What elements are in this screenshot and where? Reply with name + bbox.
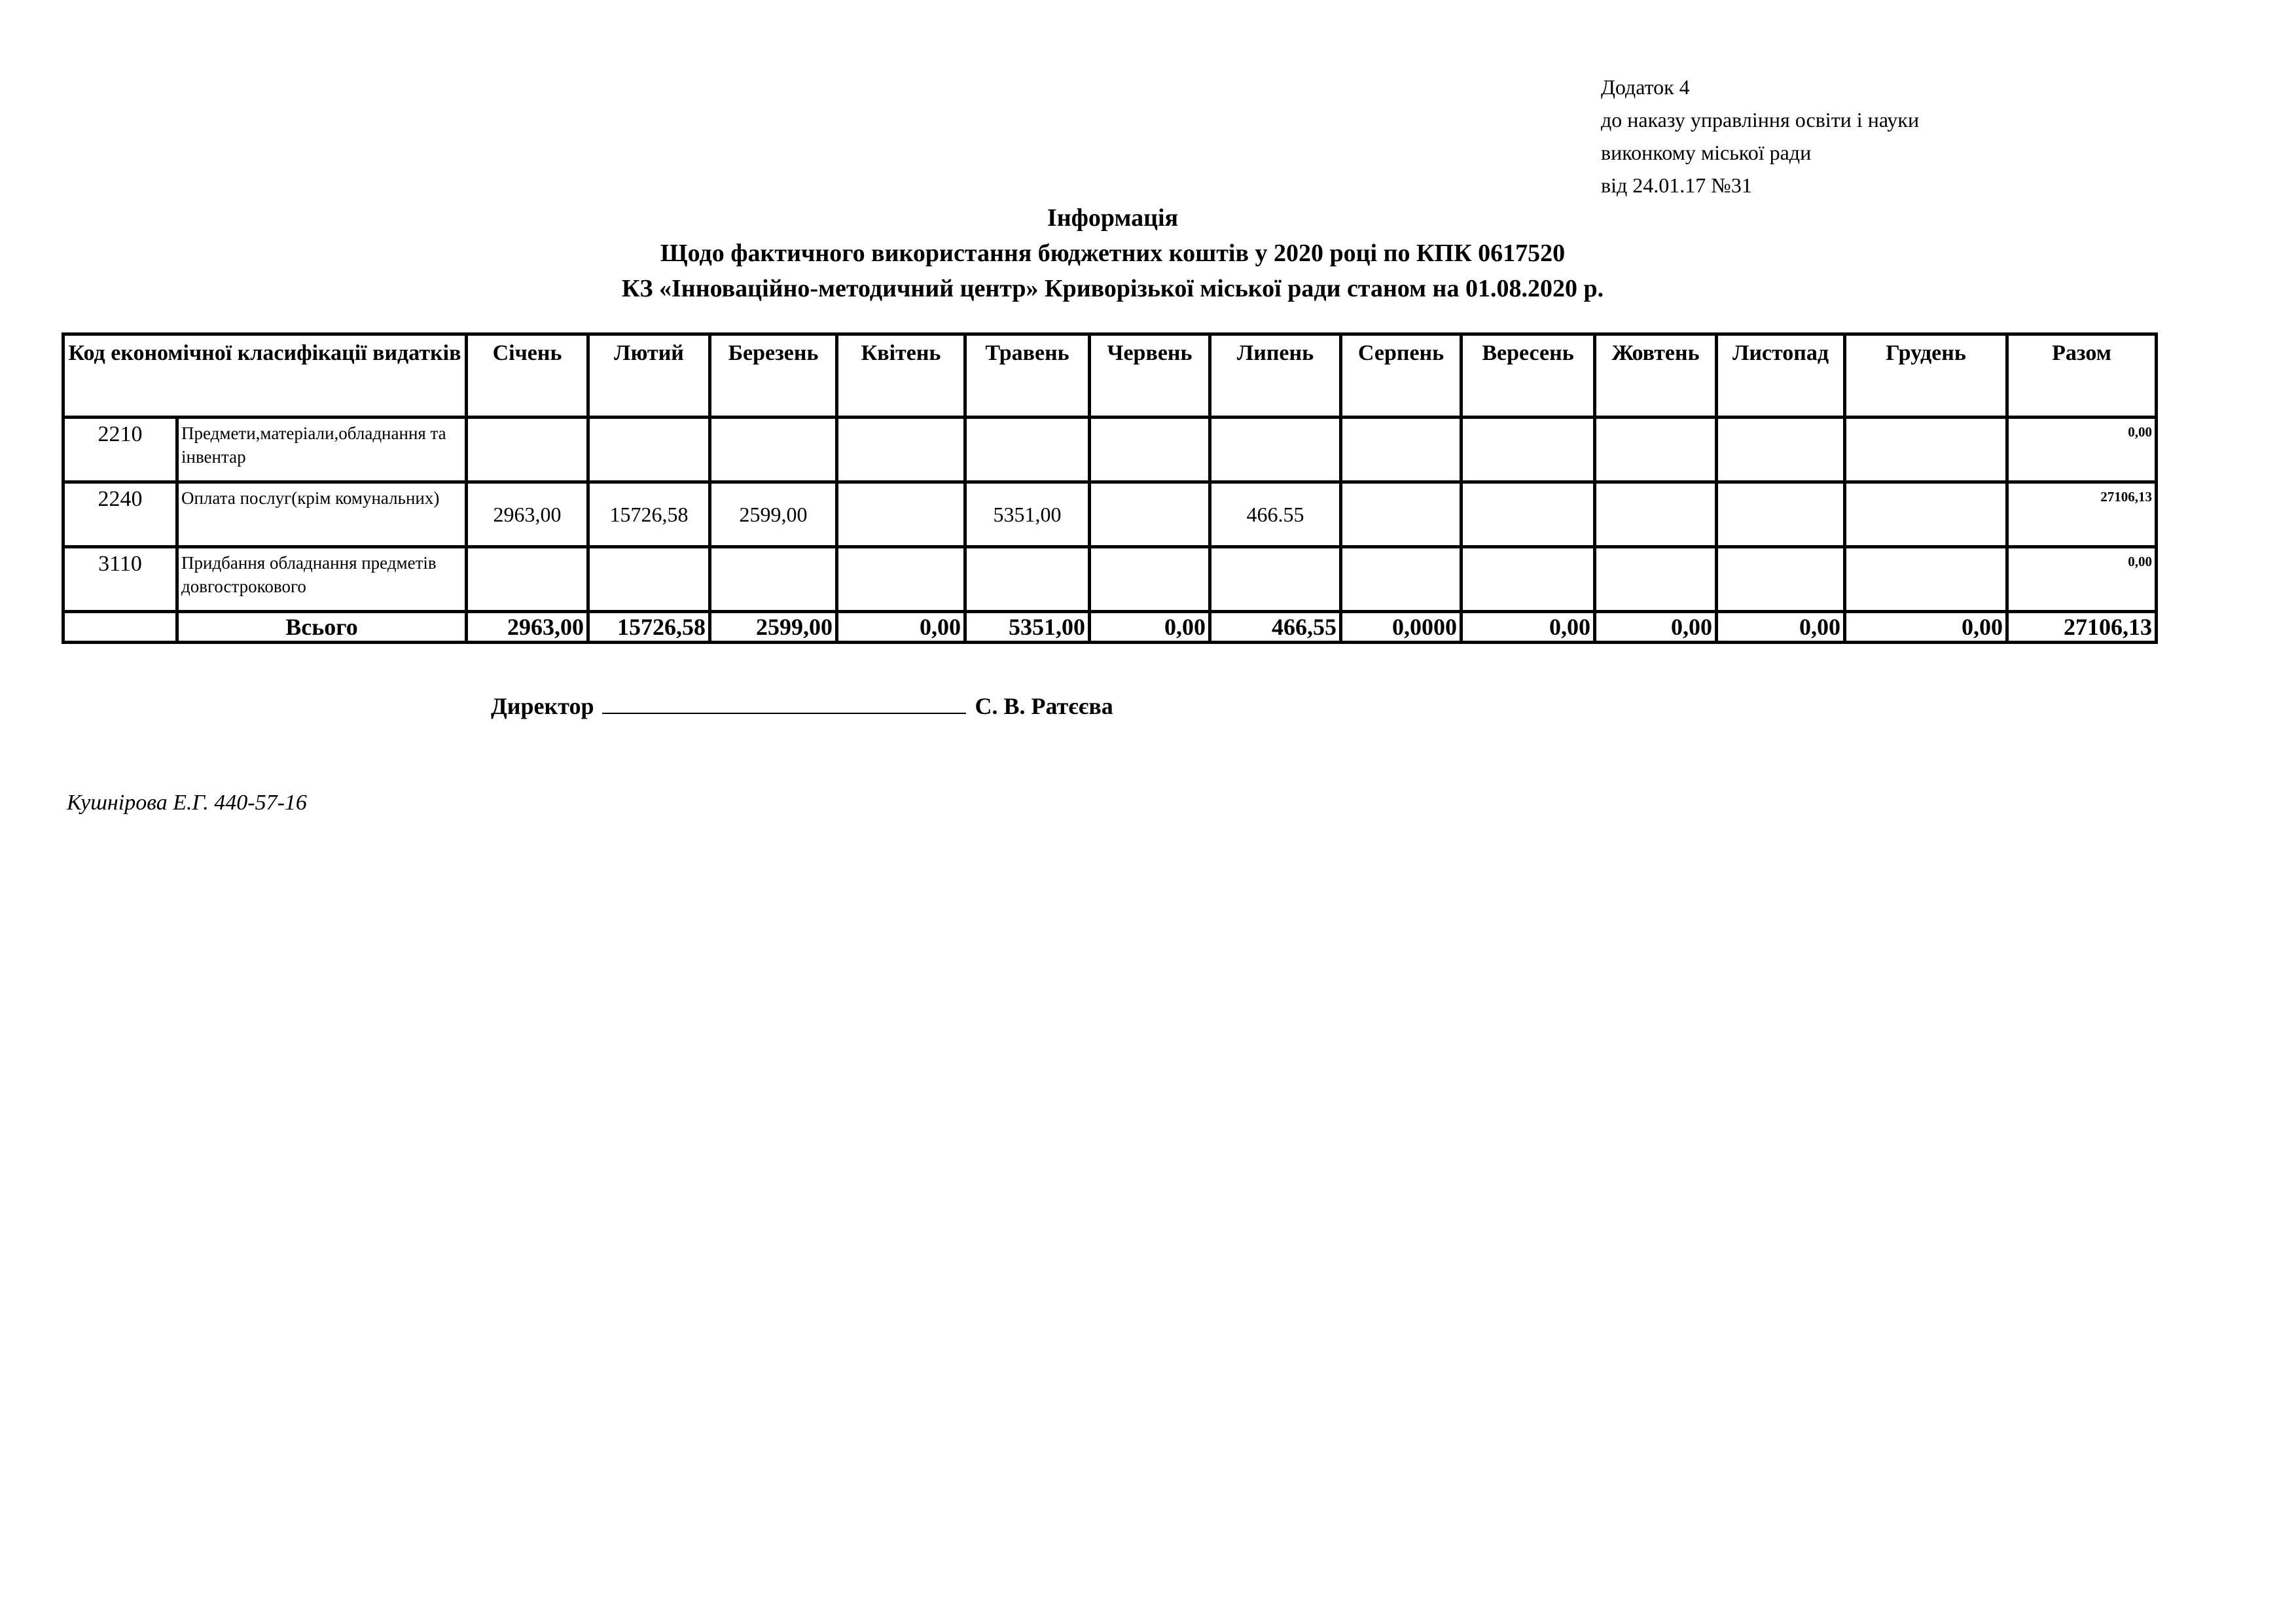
row-code: 2240 bbox=[63, 482, 177, 547]
appendix-line: виконкому міської ради bbox=[1601, 141, 1812, 164]
row-cell bbox=[1845, 482, 2007, 547]
row-cell bbox=[1341, 482, 1462, 547]
appendix-note bbox=[1601, 71, 1919, 202]
row-cell bbox=[710, 418, 837, 482]
table-header-row bbox=[63, 334, 2157, 418]
row-cell bbox=[588, 418, 710, 482]
header-total: Разом bbox=[2007, 334, 2157, 418]
row-cell bbox=[1210, 547, 1341, 612]
header-month: Травень bbox=[965, 334, 1090, 418]
table-row bbox=[63, 482, 2157, 547]
header-month: Січень bbox=[467, 334, 588, 418]
row-name: Придбання обладнання предметів довгострокового bbox=[177, 547, 467, 612]
total-cell: 0,0000 bbox=[1341, 612, 1462, 643]
header-month: Червень bbox=[1090, 334, 1210, 418]
table-row bbox=[63, 547, 2157, 612]
header-month: Жовтень bbox=[1595, 334, 1717, 418]
row-code: 3110 bbox=[63, 547, 177, 612]
header-month: Грудень bbox=[1845, 334, 2007, 418]
row-cell bbox=[837, 418, 965, 482]
row-cell bbox=[1717, 482, 1845, 547]
appendix-line: від 24.01.17 №31 bbox=[1601, 173, 1752, 197]
row-cell bbox=[1210, 418, 1341, 482]
signature-role: Директор bbox=[491, 693, 594, 719]
row-cell bbox=[1717, 547, 1845, 612]
header-month: Березень bbox=[710, 334, 837, 418]
grand-total: 27106,13 bbox=[2007, 612, 2157, 643]
empty-cell bbox=[63, 612, 177, 643]
row-cell bbox=[588, 547, 710, 612]
row-cell bbox=[1341, 418, 1462, 482]
signature-block bbox=[491, 692, 1113, 720]
header-code: Код економічної класифікації видатків bbox=[63, 334, 467, 418]
total-cell: 466,55 bbox=[1210, 612, 1341, 643]
row-cell bbox=[1462, 418, 1595, 482]
header-month: Серпень bbox=[1341, 334, 1462, 418]
total-cell: 5351,00 bbox=[965, 612, 1090, 643]
row-cell bbox=[710, 547, 837, 612]
signature-line bbox=[602, 693, 966, 714]
total-cell: 0,00 bbox=[1090, 612, 1210, 643]
row-code: 2210 bbox=[63, 418, 177, 482]
table-row bbox=[63, 418, 2157, 482]
table-total-row bbox=[63, 612, 2157, 643]
row-cell bbox=[1090, 482, 1210, 547]
header-month: Вересень bbox=[1462, 334, 1595, 418]
row-cell bbox=[1717, 418, 1845, 482]
appendix-line: до наказу управління освіти і науки bbox=[1601, 108, 1920, 132]
row-cell bbox=[965, 418, 1090, 482]
row-cell bbox=[1090, 547, 1210, 612]
row-name: Предмети,матеріали,обладнання та інвентар bbox=[177, 418, 467, 482]
row-cell bbox=[1341, 547, 1462, 612]
row-name: Оплата послуг(крім комунальних) bbox=[177, 482, 467, 547]
total-cell: 15726,58 bbox=[588, 612, 710, 643]
row-total: 0,00 bbox=[2007, 547, 2157, 612]
row-cell bbox=[1845, 547, 2007, 612]
appendix-line: Додаток 4 bbox=[1601, 75, 1690, 99]
row-cell bbox=[467, 418, 588, 482]
header-month: Листопад bbox=[1717, 334, 1845, 418]
row-cell bbox=[1090, 418, 1210, 482]
row-cell bbox=[467, 547, 588, 612]
title-line: КЗ «Інноваційно-методичний центр» Криворізької міської ради станом на 01.08.2020 р. bbox=[621, 275, 1604, 302]
total-cell: 0,00 bbox=[1717, 612, 1845, 643]
row-cell: 466.55 bbox=[1210, 482, 1341, 547]
row-cell bbox=[1462, 482, 1595, 547]
header-month: Лютий bbox=[588, 334, 710, 418]
row-cell bbox=[1845, 418, 2007, 482]
row-cell: 15726,58 bbox=[588, 482, 710, 547]
signature-name: С. В. Ратєєва bbox=[975, 693, 1113, 719]
total-cell: 0,00 bbox=[1595, 612, 1717, 643]
executor-note: Кушнірова Е.Г. 440-57-16 bbox=[67, 791, 307, 815]
row-cell bbox=[965, 547, 1090, 612]
row-cell bbox=[1595, 547, 1717, 612]
budget-table bbox=[62, 332, 2158, 644]
total-label: Всього bbox=[177, 612, 467, 643]
row-cell bbox=[1462, 547, 1595, 612]
title-line: Щодо фактичного використання бюджетних коштів у 2020 році по КПК 0617520 bbox=[660, 240, 1566, 267]
document-title bbox=[0, 200, 2225, 306]
row-cell bbox=[837, 482, 965, 547]
row-cell: 2599,00 bbox=[710, 482, 837, 547]
total-cell: 2599,00 bbox=[710, 612, 837, 643]
row-cell: 2963,00 bbox=[467, 482, 588, 547]
row-total: 0,00 bbox=[2007, 418, 2157, 482]
total-cell: 0,00 bbox=[837, 612, 965, 643]
row-cell bbox=[1595, 482, 1717, 547]
row-cell: 5351,00 bbox=[965, 482, 1090, 547]
header-month: Липень bbox=[1210, 334, 1341, 418]
row-cell bbox=[837, 547, 965, 612]
total-cell: 0,00 bbox=[1462, 612, 1595, 643]
row-total: 27106,13 bbox=[2007, 482, 2157, 547]
row-cell bbox=[1595, 418, 1717, 482]
title-line: Інформація bbox=[1047, 204, 1179, 232]
total-cell: 0,00 bbox=[1845, 612, 2007, 643]
header-month: Квітень bbox=[837, 334, 965, 418]
total-cell: 2963,00 bbox=[467, 612, 588, 643]
